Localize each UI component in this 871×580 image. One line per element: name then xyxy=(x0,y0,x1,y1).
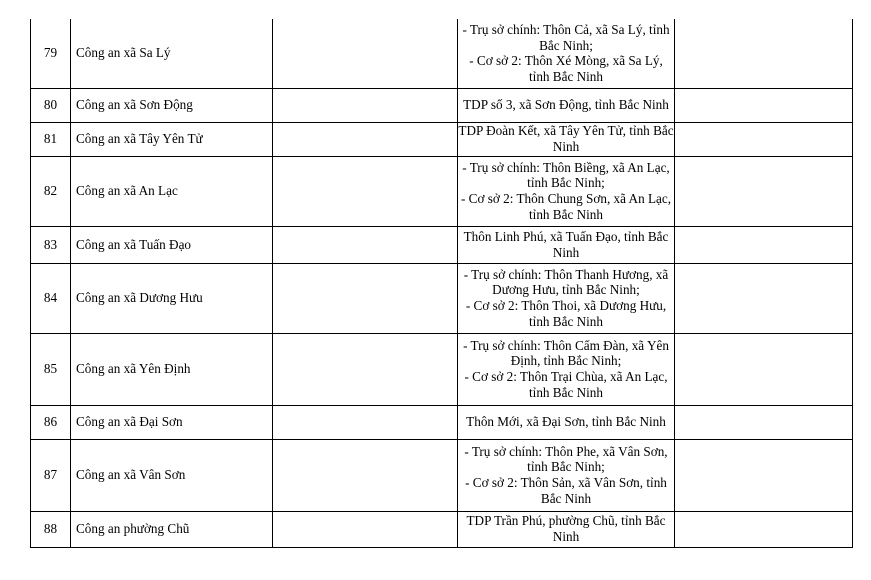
empty-cell xyxy=(273,226,458,263)
office-address: Thôn Mới, xã Đại Sơn, tỉnh Bắc Ninh xyxy=(458,405,675,439)
office-name: Công an xã Tuấn Đạo xyxy=(71,226,273,263)
office-address: TDP Trần Phú, phường Chũ, tỉnh Bắc Ninh xyxy=(458,511,675,547)
office-name: Công an xã Dương Hưu xyxy=(71,263,273,333)
row-number: 84 xyxy=(31,263,71,333)
office-address xyxy=(458,333,675,405)
address-line: - Trụ sở chính: Thôn Cả, xã Sa Lý, tỉnh Bắc Ninh; xyxy=(462,22,670,53)
office-name: Công an xã Đại Sơn xyxy=(71,405,273,439)
office-name: Công an xã Tây Yên Tử xyxy=(71,122,273,156)
office-name: Công an xã Yên Định xyxy=(71,333,273,405)
empty-cell xyxy=(675,511,853,547)
office-name: Công an xã Sơn Động xyxy=(71,88,273,122)
office-name: Công an xã An Lạc xyxy=(71,156,273,226)
row-number: 80 xyxy=(31,88,71,122)
table-row xyxy=(31,122,853,156)
address-line: - Cơ sở 2: Thôn Trại Chùa, xã An Lạc, tỉnh Bắc Ninh xyxy=(464,369,668,400)
table-row xyxy=(31,226,853,263)
address-line: - Trụ sở chính: Thôn Biềng, xã An Lạc, tỉnh Bắc Ninh; xyxy=(462,159,670,191)
table-row xyxy=(31,156,853,226)
office-address xyxy=(458,19,675,88)
office-name: Công an xã Sa Lý xyxy=(71,19,273,88)
empty-cell xyxy=(273,405,458,439)
police-office-table xyxy=(30,19,853,548)
address-line: - Cơ sở 2: Thôn Sản, xã Vân Sơn, tỉnh Bắc Ninh xyxy=(465,475,667,506)
empty-cell xyxy=(675,122,853,156)
row-number: 82 xyxy=(31,156,71,226)
address-line: - Trụ sở chính: Thôn Cẩm Đàn, xã Yên Định, tỉnh Bắc Ninh; xyxy=(463,337,669,369)
table-row xyxy=(31,439,853,511)
empty-cell xyxy=(675,333,853,405)
table-row xyxy=(31,333,853,405)
empty-cell xyxy=(675,226,853,263)
empty-cell xyxy=(273,263,458,333)
table-body xyxy=(31,19,853,547)
table-row xyxy=(31,511,853,547)
address-line: - Cơ sở 2: Thôn Thoi, xã Dương Hưu, tỉnh Bắc Ninh xyxy=(465,298,667,329)
row-number: 83 xyxy=(31,226,71,263)
address-line: - Cơ sở 2: Thôn Xé Mòng, xã Sa Lý, tỉnh Bắc Ninh xyxy=(469,53,663,84)
row-number: 88 xyxy=(31,511,71,547)
empty-cell xyxy=(675,156,853,226)
empty-cell xyxy=(273,439,458,511)
address-line: - Cơ sở 2: Thôn Chung Sơn, xã An Lạc, tỉnh Bắc Ninh xyxy=(460,191,672,222)
row-number: 87 xyxy=(31,439,71,511)
row-number: 79 xyxy=(31,19,71,88)
row-number: 86 xyxy=(31,405,71,439)
office-address xyxy=(458,439,675,511)
empty-cell xyxy=(675,439,853,511)
office-address: Thôn Linh Phú, xã Tuấn Đạo, tỉnh Bắc Ninh xyxy=(458,226,675,263)
empty-cell xyxy=(273,88,458,122)
address-line: - Trụ sở chính: Thôn Phe, xã Vân Sơn, tỉnh Bắc Ninh; xyxy=(464,443,668,475)
office-address: TDP Đoàn Kết, xã Tây Yên Tử, tỉnh Bắc Ninh xyxy=(458,123,674,154)
office-address xyxy=(458,156,675,226)
empty-cell xyxy=(273,511,458,547)
empty-cell xyxy=(675,405,853,439)
empty-cell xyxy=(675,263,853,333)
office-address xyxy=(458,263,675,333)
empty-cell xyxy=(273,19,458,88)
table-row xyxy=(31,405,853,439)
empty-cell xyxy=(675,19,853,88)
empty-cell xyxy=(273,156,458,226)
empty-cell xyxy=(273,122,458,156)
empty-cell xyxy=(273,333,458,405)
table-row xyxy=(31,88,853,122)
office-name: Công an phường Chũ xyxy=(71,511,273,547)
office-address: TDP số 3, xã Sơn Động, tỉnh Bắc Ninh xyxy=(458,88,675,122)
row-number: 85 xyxy=(31,333,71,405)
table-row xyxy=(31,19,853,88)
table-row xyxy=(31,263,853,333)
row-number: 81 xyxy=(31,122,71,156)
address-line: - Trụ sở chính: Thôn Thanh Hương, xã Dương Hưu, tỉnh Bắc Ninh; xyxy=(463,266,669,298)
office-name: Công an xã Vân Sơn xyxy=(71,439,273,511)
empty-cell xyxy=(675,88,853,122)
